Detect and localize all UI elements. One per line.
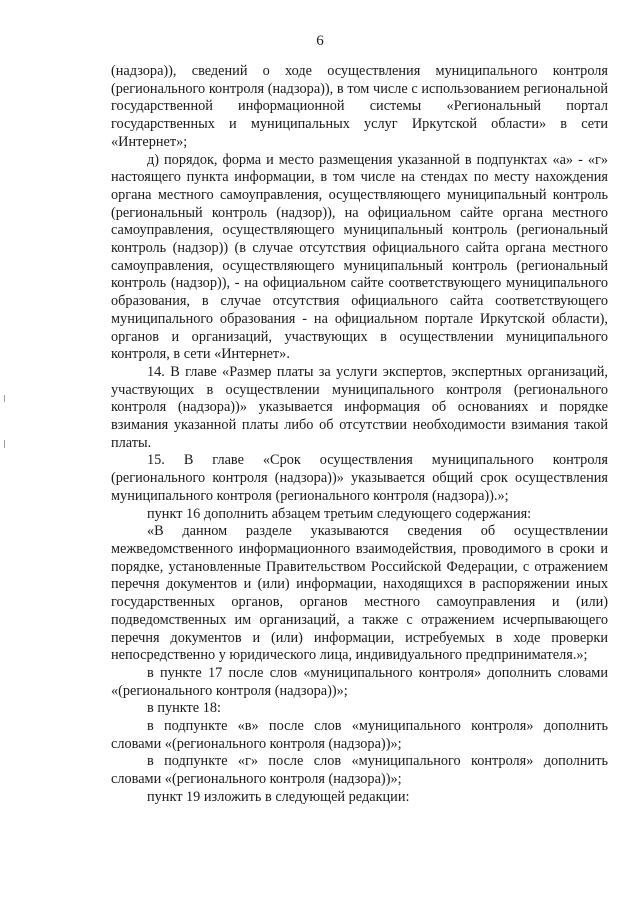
paragraph: в пункте 18: xyxy=(147,700,221,717)
paragraph: 15. В главе «Срок осуществления муниципального контроля (регионального контроля (надзора))» указывается общий срок осуществления муниципального контроля (регионального контроля (надзора)).»; xyxy=(111,452,608,504)
paragraph: в подпункте «г» после слов «муниципального контроля» дополнить словами «(регионального контроля (надзора))»; xyxy=(111,753,608,788)
scan-edge-mark xyxy=(4,395,5,402)
paragraph: пункт 19 изложить в следующей редакции: xyxy=(147,788,410,805)
scan-edge-mark xyxy=(4,440,5,448)
paragraph: в подпункте «в» после слов «муниципального контроля» дополнить словами «(регионального контроля (надзора))»; xyxy=(111,718,608,752)
paragraph: в пункте 17 после слов «муниципального контроля» дополнить словами «(регионального контроля (надзора))»; xyxy=(111,664,608,699)
page-number: 6 xyxy=(316,33,324,49)
paragraph: «В данном разделе указываются сведения об осуществлении межведомственного информационного взаимодействия, проводимого в сроки и порядке, установленные Правительством Российской Федерации, с отражением перечня документов и (или) информации, находящихся в распоряжении иных государственных органов, органов местного самоуправления и (или) подведомственных им организаций, а также с отражением исчерпывающего перечня документов и (или) информации, истребуемых в ходе проверки непосредственно у юридического лица, индивидуального предпринимателя.»; xyxy=(111,523,608,664)
paragraph: пункт 16 дополнить абзацем третьим следующего содержания: xyxy=(147,505,532,522)
paragraph: 14. В главе «Размер платы за услуги экспертов, экспертных организаций, участвующих в осуществлении муниципального контроля (регионального контроля (надзора))» указывается информация об основаниях и порядке взимания указанной платы либо об отсутствии необходимости взимания такой платы. xyxy=(111,363,608,451)
paragraph: (надзора)), сведений о ходе осуществления муниципального контроля (регионального контроля (надзора)), в том числе с использованием региональной государственной информационной системы «Региональный портал государственных и муниципальных услуг Иркутской области» в сети «Интернет»; xyxy=(111,63,608,150)
paragraph: д) порядок, форма и место размещения указанной в подпунктах «а» - «г» настоящего пункта информации, в том числе на стендах по месту нахождения органа местного самоуправления, осуществляющего муниципальный контроль (региональный контроль (надзор)), на официальном сайте органа местного самоуправления, осуществляющего муниципальный контроль (региональный контроль (надзор)) (в случае отсутствия официального сайта органа местного самоуправления, осуществляющего муниципальный контроль (региональный контроль (надзор)), - на официальном сайте соответствующего муниципального образования, в случае отсутствия официального сайта соответствующего муниципального образования - на официальном портале Иркутской области), органов и организаций, участвующих в осуществлении муниципального контроля, в сети «Интернет». xyxy=(111,151,608,363)
document-body xyxy=(111,63,608,807)
